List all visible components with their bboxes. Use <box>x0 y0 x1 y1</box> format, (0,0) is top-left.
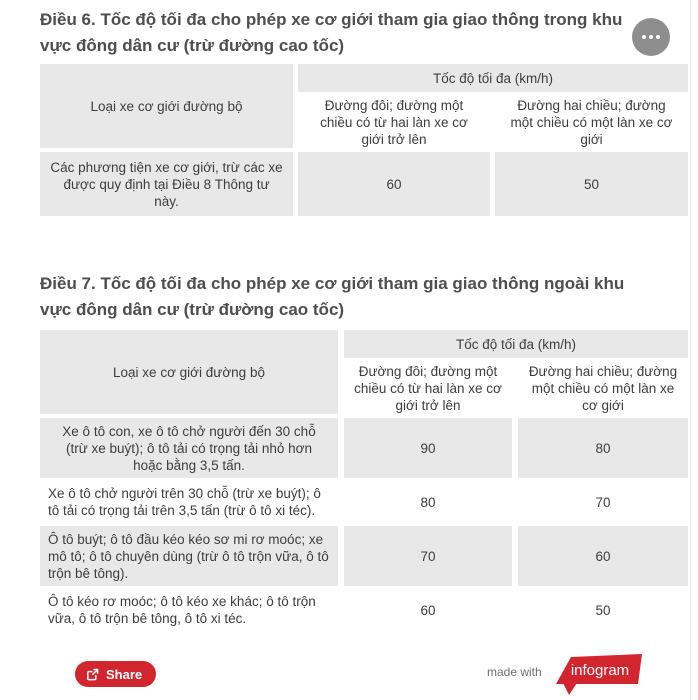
share-button[interactable] <box>75 661 156 687</box>
table-row-label: Ô tô kéo rơ moóc; ô tô kéo xe khác; ô tô trộn vữa, ô tô trộn bê tông, ô tô xi téc. <box>40 590 338 630</box>
right-edge-divider <box>690 0 691 700</box>
column-header-cell: Đường hai chiều; đường một chiều có một làn xe cơ giới <box>495 96 688 148</box>
column-header-cell: Đường đôi; đường một chiều có từ hai làn xe cơ giới trở lên <box>298 96 490 148</box>
table-row-label: Ô tô buýt; ô tô đầu kéo kéo sơ mi rơ moóc; xe mô tô; ô tô chuyên dùng (trừ ô tô trộn vữa, ô tô trộn bê tông). <box>40 526 338 586</box>
ellipsis-icon <box>642 35 646 39</box>
table-row-value: 50 <box>518 590 688 630</box>
table-row-value: 60 <box>298 152 490 216</box>
table-row-value: 50 <box>495 152 688 216</box>
ellipsis-icon <box>656 35 660 39</box>
table-dieu-7 <box>40 330 688 630</box>
table-row-value: 60 <box>344 590 512 630</box>
table-row-value: 90 <box>344 418 512 478</box>
table-row-value: 80 <box>518 418 688 478</box>
section-title-dieu-6: Điều 6. Tốc độ tối đa cho phép xe cơ giới tham gia giao thông trong khu vực đông dân cư (trừ đường cao tốc) <box>40 10 623 55</box>
share-button-label: Share <box>106 666 143 682</box>
table-row-label: Các phương tiện xe cơ giới, trừ các xe được quy định tại Điều 8 Thông tư này. <box>40 152 293 216</box>
table-dieu-6 <box>40 64 688 216</box>
table-row-label: Xe ô tô chở người trên 30 chỗ (trừ xe buýt); ô tô tải có trọng tải trên 3,5 tấn (trừ ô tô xi téc). <box>40 482 338 522</box>
row-header-cell: Loại xe cơ giới đường bộ <box>40 330 338 414</box>
table-row-value: 70 <box>344 526 512 586</box>
infogram-logo[interactable] <box>548 653 642 695</box>
column-header-cell: Đường đôi; đường một chiều có từ hai làn xe cơ giới trở lên <box>344 362 512 414</box>
ellipsis-icon <box>649 35 653 39</box>
table-row-value: 80 <box>344 482 512 522</box>
table-row-label: Xe ô tô con, xe ô tô chở người đến 30 chỗ (trừ xe buýt); ô tô tải có trọng tải nhỏ hơn hoặc bằng 3,5 tấn. <box>40 418 338 478</box>
section-title-dieu-7: Điều 7. Tốc độ tối đa cho phép xe cơ giới tham gia giao thông ngoài khu vực đông dân cư (trừ đường cao tốc) <box>40 274 625 319</box>
infogram-logo-label: infogram <box>570 662 630 679</box>
column-header-cell: Đường hai chiều; đường một chiều có một làn xe cơ giới <box>518 362 688 414</box>
table-row-value: 60 <box>518 526 688 586</box>
group-header-cell: Tốc độ tối đa (km/h) <box>344 330 688 358</box>
share-icon <box>85 667 100 682</box>
group-header-cell: Tốc độ tối đa (km/h) <box>298 64 688 92</box>
more-options-button[interactable] <box>632 18 670 56</box>
made-with-label: made with <box>487 665 542 679</box>
table-row-value: 70 <box>518 482 688 522</box>
row-header-cell: Loại xe cơ giới đường bộ <box>40 64 293 148</box>
